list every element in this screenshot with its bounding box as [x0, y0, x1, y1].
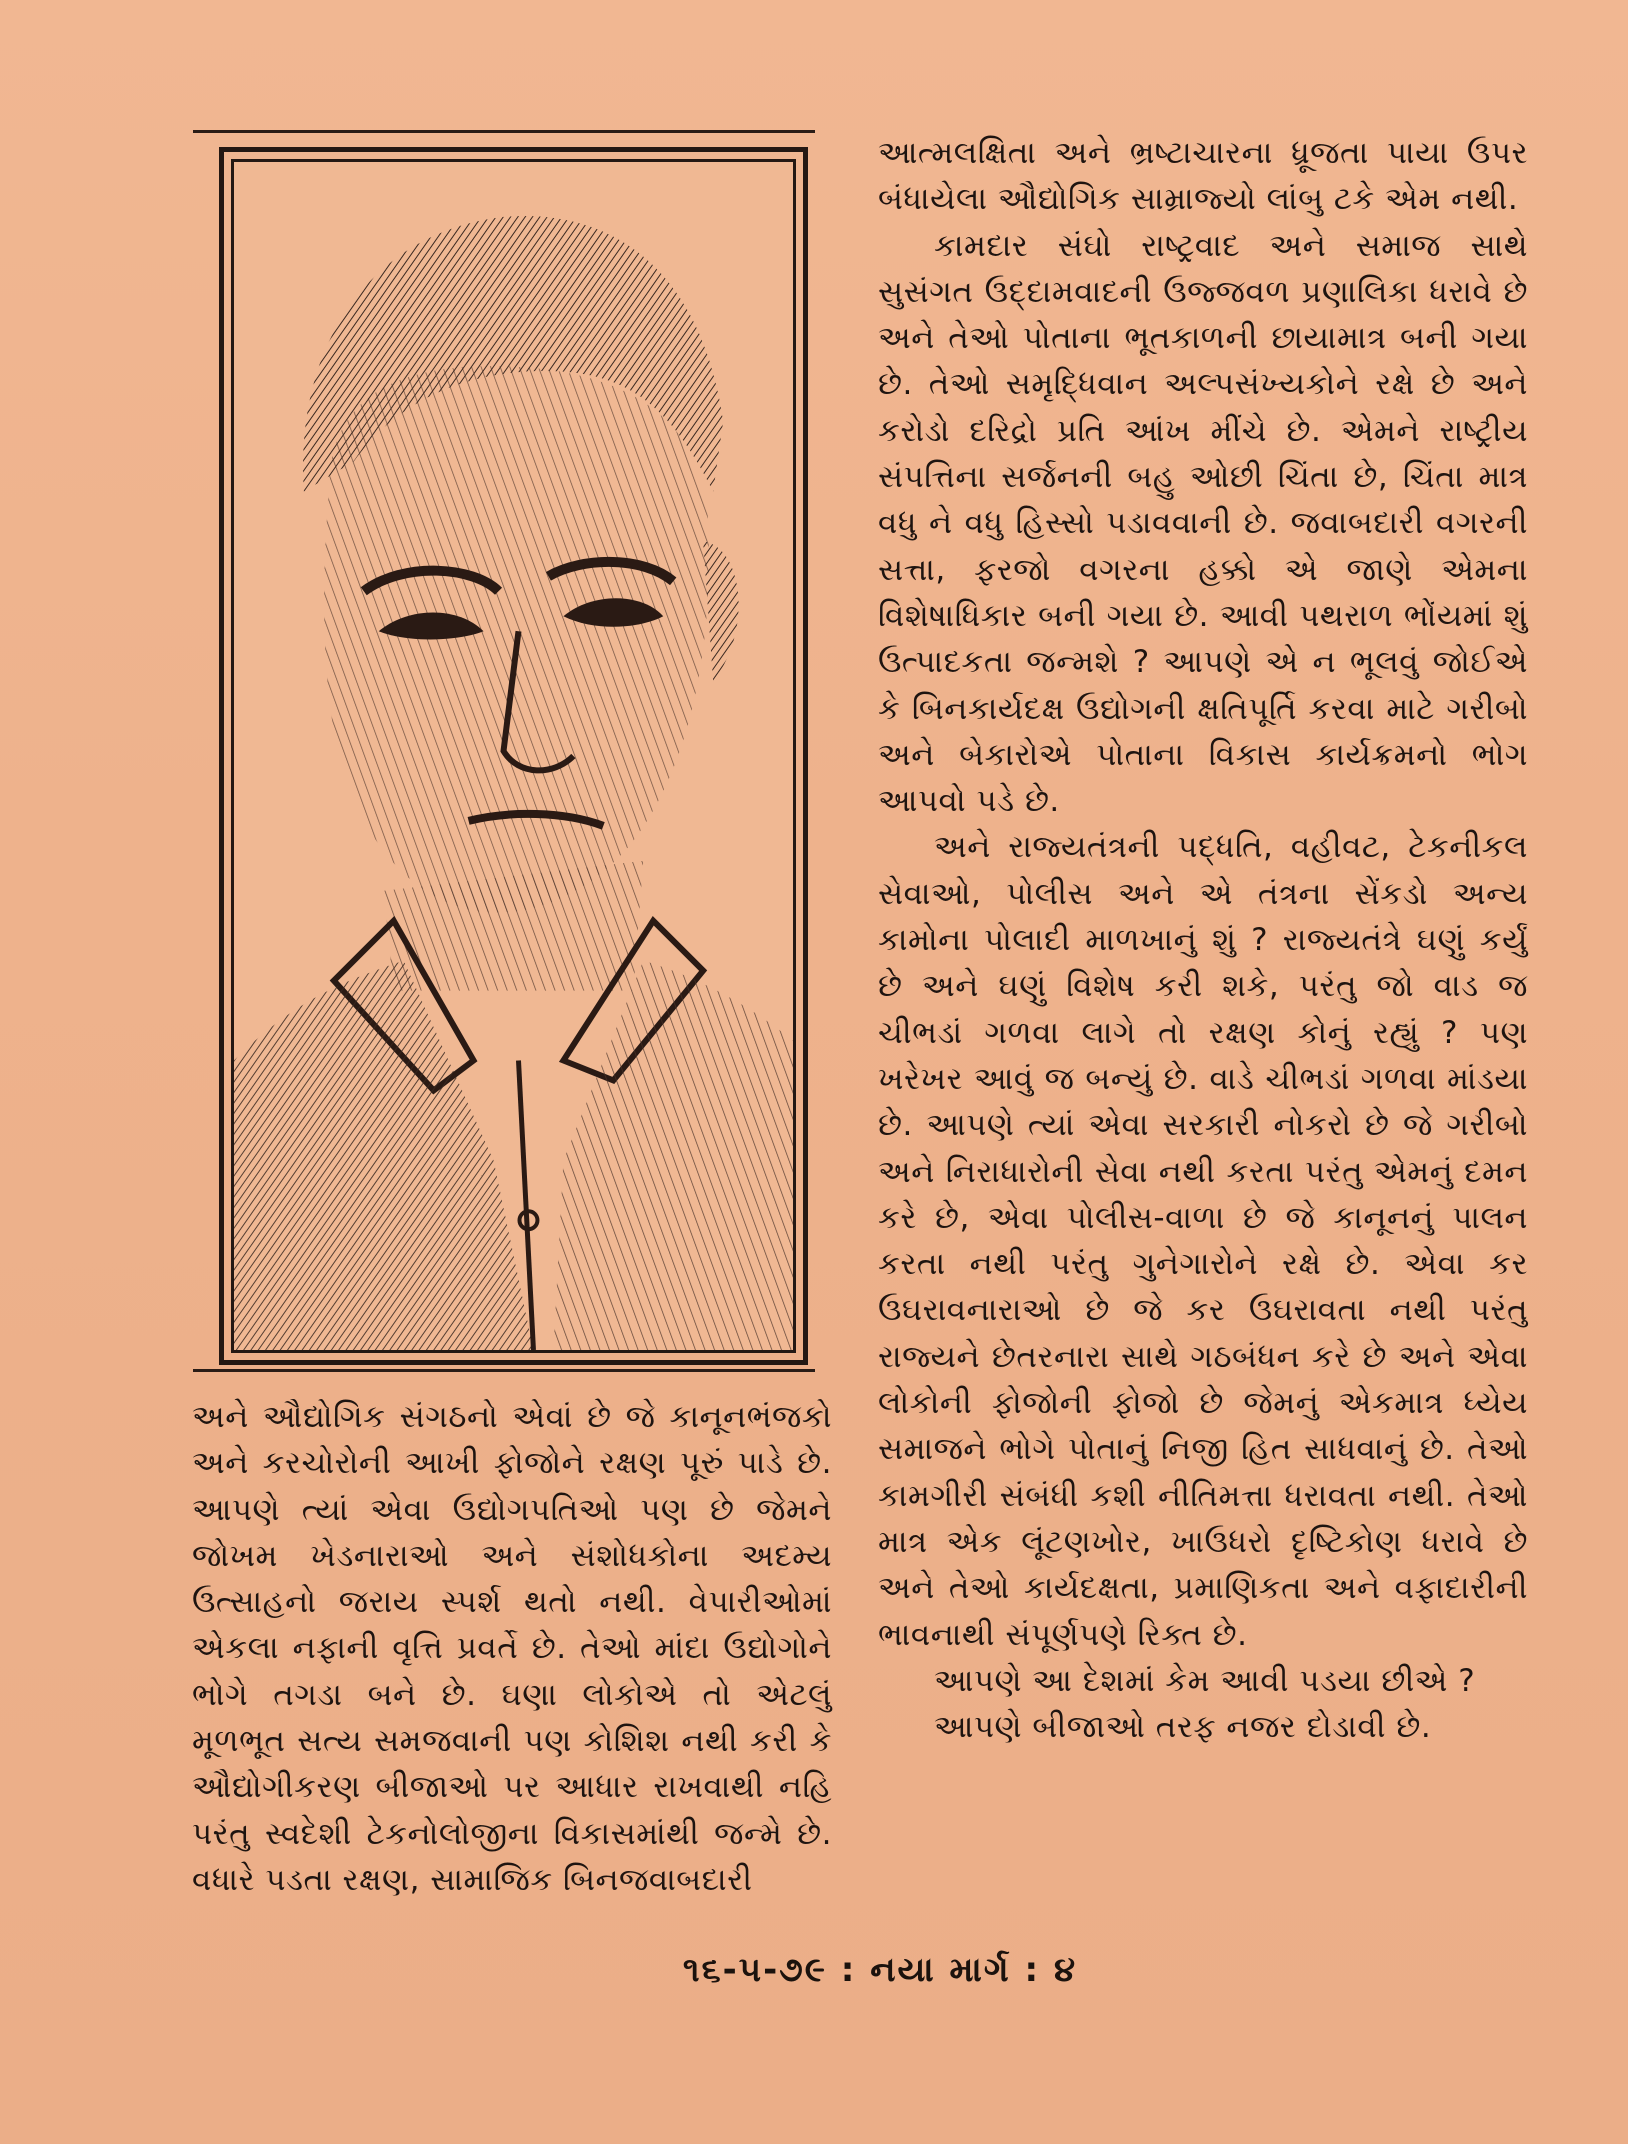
paragraph-4: આપણે આ દેશમાં કેમ આવી પડયા છીએ ? [934, 1662, 1476, 1699]
top-rule [193, 130, 815, 133]
paragraph-left: અને ઔદ્યોગિક સંગઠનો એવાં છે જે કાનૂનભંજકો અને કરચોરોની આખી ફોજોને રક્ષણ પૂરું પાડે છે. આપણે ત્યાં એવા ઉદ્યોગપતિઓ પણ છે જેમને જોખમ ખેડનારાઓ અને સંશોધકોના અદમ્ય ઉત્સાહનો જરાય સ્પર્શ થતો નથી. વેપારીઓમાં એકલા નફાની વૃત્તિ પ્રવર્તે છે. તેઓ માંદા ઉદ્યોગોને ભોગે તગડા બને છે. ઘણા લોકોએ તો એટલું મૂળભૂત સત્ય સમજવાની પણ કોશિશ નથી કરી કે ઔદ્યોગીકરણ બીજાઓ પર આધાર રાખવાથી નહિ પરંતુ સ્વદેશી ટેકનોલોજીના વિકાસમાંથી જન્મે છે. વધારે પડતા રક્ષણ, સામાજિક બિનજવાબદારી [192, 1399, 843, 1898]
page-footer: ૧૬-૫-૭૯ : નયા માર્ગ : ૪ [682, 1950, 1078, 1990]
right-column [878, 130, 1539, 1750]
bottom-rule [193, 1369, 815, 1372]
portrait-image [231, 159, 796, 1353]
paragraph-1: આત્મલક્ષિતા અને ભ્રષ્ટાચારના ધ્રૂજતા પાયા ઉપર બંધાયેલા ઔદ્યોગિક સામ્રાજ્યો લાંબુ ટકે એમ નથી. [878, 135, 1539, 218]
paragraph-3: અને રાજ્યતંત્રની પદ્ધતિ, વહીવટ, ટેકનીકલ સેવાઓ, પોલીસ અને એ તંત્રના સેંકડો અન્ય કામોના પોલાદી માળખાનું શું ? રાજ્યતંત્રે ઘણું કર્યું છે અને ઘણું વિશેષ કરી શકે, પરંતુ જો વાડ જ ચીભડાં ગળવા લાગે તો રક્ષણ કોનું રહ્યું ? પણ ખરેખર આવું જ બન્યું છે. વાડે ચીભડાં ગળવા માંડયા છે. આપણે ત્યાં એવા સરકારી નોકરો છે જે ગરીબો અને નિરાધારોની સેવા નથી કરતા પરંતુ એમનું દમન કરે છે, એવા પોલીસ-વાળા છે જે કાનૂનનું પાલન કરતા નથી પરંતુ ગુનેગારોને રક્ષે છે. એવા કર ઉઘરાવનારાઓ છે જે કર ઉઘરાવતા નથી પરંતુ રાજ્યને છેતરનારા સાથે ગઠબંધન કરે છે અને એવા લોકોની ફોજોની ફોજો છે જેમનું એકમાત્ર ધ્યેય સમાજને ભોગે પોતાનું નિજી હિત સાધવાનું છે. તેઓ કામગીરી સંબંધી કશી નીતિમત્તા ધરાવતા નથી. તેઓ માત્ર એક લૂંટણખોર, ખાઉધરો દૃષ્ટિકોણ ધરાવે છે અને તેઓ કાર્યદક્ષતા, પ્રમાણિકતા અને વફાદારીની ભાવનાથી સંપૂર્ણપણે રિક્ત છે. [878, 829, 1539, 1653]
left-column [192, 1394, 843, 1903]
paragraph-2: કામદાર સંઘો રાષ્ટ્રવાદ અને સમાજ સાથે સુસંગત ઉદ્દામવાદની ઉજ્જવળ પ્રણાલિકા ધરાવે છે અને તેઓ પોતાના ભૂતકાળની છાયામાત્ર બની ગયા છે. તેઓ સમૃદ્ધિવાન અલ્પસંખ્યકોને રક્ષે છે અને કરોડો દરિદ્રો પ્રતિ આંખ મીંચે છે. એમને રાષ્ટ્રીય સંપત્તિના સર્જનની બહુ ઓછી ચિંતા છે, ચિંતા માત્ર વધુ ને વધુ હિસ્સો પડાવવાની છે. જવાબદારી વગરની સત્તા, ફરજો વગરના હક્કો એ જાણે એમના વિશેષાધિકાર બની ગયા છે. આવી પથરાળ ભોંયમાં શું ઉત્પાદકતા જન્મશે ? આપણે એ ન ભૂલવું જોઈએ કે બિનકાર્યદક્ષ ઉદ્યોગની ક્ષતિપૂર્તિ કરવા માટે ગરીબો અને બેકારોએ પોતાના વિકાસ કાર્યક્રમનો ભોગ આપવો પડે છે. [878, 227, 1539, 820]
paragraph-5: આપણે બીજાઓ તરફ નજર દોડાવી છે. [934, 1709, 1432, 1746]
portrait-sketch [234, 162, 793, 1350]
portrait-frame [219, 147, 808, 1365]
